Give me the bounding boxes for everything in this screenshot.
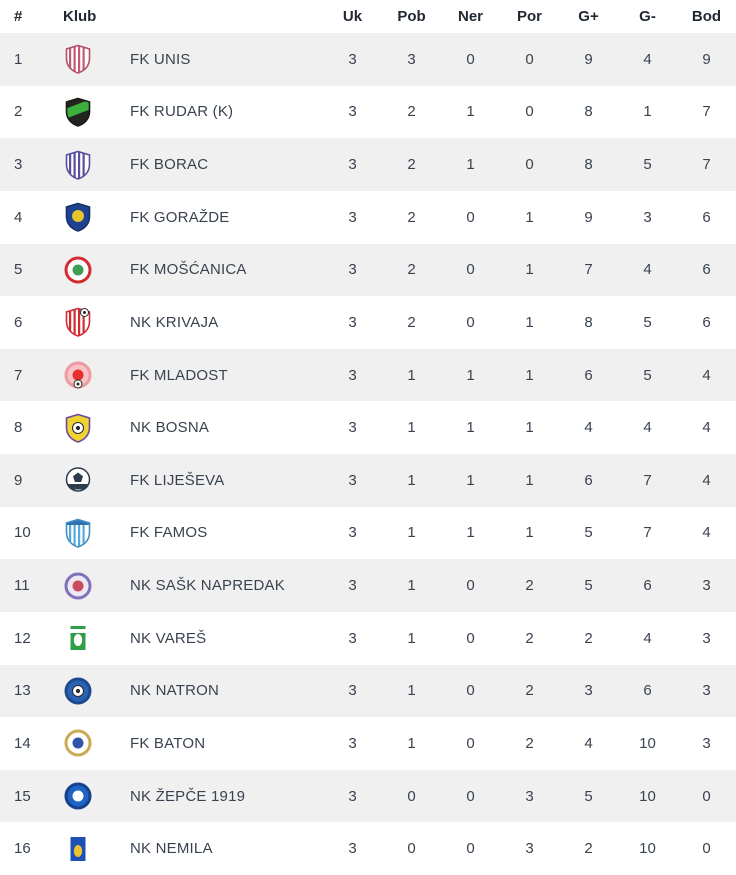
club-name[interactable]: FK RUDAR (K): [130, 103, 234, 121]
bod-value: 4: [702, 524, 711, 542]
por-value: 1: [525, 261, 534, 279]
bod-value: 0: [702, 787, 711, 805]
table-row[interactable]: [0, 349, 736, 402]
uk-value: 3: [348, 261, 357, 279]
bod-value: 4: [702, 366, 711, 384]
gminus-value: 7: [643, 471, 652, 489]
por-value: 1: [525, 471, 534, 489]
club-name[interactable]: FK MLADOST: [130, 366, 228, 384]
gplus-value: 5: [584, 787, 593, 805]
gplus-value: 9: [584, 50, 593, 68]
rank-value: 6: [14, 313, 23, 331]
bod-value: 7: [702, 156, 711, 174]
header-gplus: G+: [578, 8, 599, 25]
uk-value: 3: [348, 577, 357, 595]
club-name[interactable]: NK KRIVAJA: [130, 313, 219, 331]
uk-value: 3: [348, 419, 357, 437]
gminus-value: 10: [639, 787, 656, 805]
table-row[interactable]: [0, 33, 736, 86]
rank-value: 15: [14, 787, 31, 805]
club-name[interactable]: NK NEMILA: [130, 840, 213, 858]
table-row[interactable]: [0, 86, 736, 139]
gminus-value: 6: [643, 577, 652, 595]
gplus-value: 6: [584, 366, 593, 384]
por-value: 1: [525, 208, 534, 226]
bod-value: 7: [702, 103, 711, 121]
ner-value: 0: [466, 577, 475, 595]
rank-value: 10: [14, 524, 31, 542]
header-klub: Klub: [63, 8, 97, 25]
uk-value: 3: [348, 50, 357, 68]
por-value: 1: [525, 524, 534, 542]
gminus-value: 4: [643, 261, 652, 279]
por-value: 3: [525, 840, 534, 858]
header-ner: Ner: [457, 8, 483, 25]
gplus-value: 4: [584, 734, 593, 752]
bod-value: 3: [702, 577, 711, 595]
borac-crest-icon: [44, 150, 112, 180]
club-name[interactable]: FK BATON: [130, 734, 206, 752]
ner-value: 0: [466, 629, 475, 647]
gplus-value: 9: [584, 208, 593, 226]
pob-value: 0: [407, 840, 416, 858]
famos-crest-icon: [44, 518, 112, 548]
por-value: 2: [525, 577, 534, 595]
pob-value: 1: [407, 366, 416, 384]
table-row[interactable]: [0, 507, 736, 560]
gorazde-crest-icon: [44, 202, 112, 232]
rank-value: 12: [14, 629, 31, 647]
club-name[interactable]: FK UNIS: [130, 50, 191, 68]
natron-crest-icon: [44, 676, 112, 706]
uk-value: 3: [348, 313, 357, 331]
standings-body: [0, 33, 736, 875]
por-value: 0: [525, 103, 534, 121]
ner-value: 0: [466, 313, 475, 331]
table-row[interactable]: [0, 822, 736, 875]
pob-value: 2: [407, 208, 416, 226]
pob-value: 2: [407, 103, 416, 121]
table-row[interactable]: [0, 191, 736, 244]
bosna-crest-icon: [44, 413, 112, 443]
nemila-crest-icon: [44, 834, 112, 864]
table-row[interactable]: [0, 454, 736, 507]
rudar-crest-icon: [44, 97, 112, 127]
pob-value: 1: [407, 471, 416, 489]
header-bod: Bod: [691, 8, 722, 25]
pob-value: 1: [407, 524, 416, 542]
por-value: 1: [525, 366, 534, 384]
rank-value: 5: [14, 261, 23, 279]
club-name[interactable]: FK BORAC: [130, 156, 209, 174]
ner-value: 1: [466, 103, 475, 121]
gminus-value: 4: [643, 50, 652, 68]
rank-value: 4: [14, 208, 23, 226]
gminus-value: 10: [639, 840, 656, 858]
por-value: 3: [525, 787, 534, 805]
gminus-value: 5: [643, 366, 652, 384]
table-row[interactable]: [0, 244, 736, 297]
gplus-value: 8: [584, 156, 593, 174]
club-name[interactable]: NK BOSNA: [130, 419, 210, 437]
gminus-value: 4: [643, 629, 652, 647]
bod-value: 6: [702, 208, 711, 226]
rank-value: 16: [14, 840, 31, 858]
club-name[interactable]: FK FAMOS: [130, 524, 208, 542]
gplus-value: 6: [584, 471, 593, 489]
rank-value: 8: [14, 419, 23, 437]
uk-value: 3: [348, 734, 357, 752]
header-gminus: G-: [639, 8, 656, 25]
pob-value: 1: [407, 629, 416, 647]
club-name[interactable]: NK SAŠK NAPREDAK: [130, 577, 285, 595]
header-por: Por: [516, 8, 542, 25]
gplus-value: 5: [584, 524, 593, 542]
ner-value: 0: [466, 261, 475, 279]
ner-value: 0: [466, 682, 475, 700]
club-name[interactable]: FK MOŠĆANICA: [130, 261, 247, 279]
header-rank: #: [14, 8, 23, 25]
pob-value: 1: [407, 682, 416, 700]
pob-value: 1: [407, 577, 416, 595]
ner-value: 0: [466, 50, 475, 68]
pob-value: 1: [407, 419, 416, 437]
moscanica-crest-icon: [44, 255, 112, 285]
bod-value: 3: [702, 682, 711, 700]
gplus-value: 7: [584, 261, 593, 279]
gminus-value: 5: [643, 313, 652, 331]
baton-crest-icon: [44, 728, 112, 758]
ner-value: 0: [466, 734, 475, 752]
ner-value: 0: [466, 787, 475, 805]
gminus-value: 10: [639, 734, 656, 752]
rank-value: 2: [14, 103, 23, 121]
bod-value: 9: [702, 50, 711, 68]
ner-value: 1: [466, 366, 475, 384]
header-uk: Uk: [342, 8, 363, 25]
por-value: 1: [525, 313, 534, 331]
table-row[interactable]: [0, 665, 736, 718]
uk-value: 3: [348, 471, 357, 489]
rank-value: 14: [14, 734, 31, 752]
ner-value: 1: [466, 156, 475, 174]
gplus-value: 5: [584, 577, 593, 595]
rank-value: 1: [14, 50, 23, 68]
club-name[interactable]: NK ŽEPČE 1919: [130, 787, 246, 805]
table-row[interactable]: [0, 559, 736, 612]
uk-value: 3: [348, 208, 357, 226]
por-value: 2: [525, 734, 534, 752]
zepce-crest-icon: [44, 781, 112, 811]
bod-value: 4: [702, 471, 711, 489]
uk-value: 3: [348, 682, 357, 700]
uk-value: 3: [348, 103, 357, 121]
gminus-value: 5: [643, 156, 652, 174]
table-header: [0, 0, 736, 33]
unis-crest-icon: [44, 44, 112, 74]
table-row[interactable]: [0, 612, 736, 665]
uk-value: 3: [348, 787, 357, 805]
rank-value: 9: [14, 471, 23, 489]
bod-value: 3: [702, 629, 711, 647]
lijeseva-crest-icon: [44, 465, 112, 495]
uk-value: 3: [348, 840, 357, 858]
gplus-value: 4: [584, 419, 593, 437]
gminus-value: 6: [643, 682, 652, 700]
table-row[interactable]: [0, 401, 736, 454]
rank-value: 11: [14, 577, 30, 595]
por-value: 1: [525, 419, 534, 437]
uk-value: 3: [348, 629, 357, 647]
pob-value: 2: [407, 156, 416, 174]
club-name[interactable]: NK VAREŠ: [130, 629, 207, 647]
ner-value: 0: [466, 840, 475, 858]
vares-crest-icon: [44, 623, 112, 653]
gminus-value: 3: [643, 208, 652, 226]
pob-value: 0: [407, 787, 416, 805]
uk-value: 3: [348, 524, 357, 542]
pob-value: 3: [407, 50, 416, 68]
gplus-value: 3: [584, 682, 593, 700]
bod-value: 6: [702, 261, 711, 279]
rank-value: 3: [14, 156, 23, 174]
pob-value: 2: [407, 261, 416, 279]
bod-value: 6: [702, 313, 711, 331]
club-name[interactable]: NK NATRON: [130, 682, 220, 700]
gplus-value: 8: [584, 313, 593, 331]
club-name[interactable]: FK LIJEŠEVA: [130, 471, 225, 489]
mladost-crest-icon: [44, 360, 112, 390]
ner-value: 1: [466, 471, 475, 489]
ner-value: 1: [466, 524, 475, 542]
rank-value: 7: [14, 366, 23, 384]
table-row[interactable]: [0, 138, 736, 191]
gplus-value: 2: [584, 629, 593, 647]
krivaja-crest-icon: [44, 307, 112, 337]
table-row[interactable]: [0, 717, 736, 770]
gminus-value: 7: [643, 524, 652, 542]
pob-value: 2: [407, 313, 416, 331]
por-value: 0: [525, 50, 534, 68]
gplus-value: 8: [584, 103, 593, 121]
bod-value: 3: [702, 734, 711, 752]
table-row[interactable]: [0, 296, 736, 349]
por-value: 2: [525, 682, 534, 700]
ner-value: 0: [466, 208, 475, 226]
sask-crest-icon: [44, 571, 112, 601]
gplus-value: 2: [584, 840, 593, 858]
por-value: 2: [525, 629, 534, 647]
pob-value: 1: [407, 734, 416, 752]
header-pob: Pob: [397, 8, 426, 25]
table-row[interactable]: [0, 770, 736, 823]
uk-value: 3: [348, 366, 357, 384]
uk-value: 3: [348, 156, 357, 174]
por-value: 0: [525, 156, 534, 174]
bod-value: 4: [702, 419, 711, 437]
bod-value: 0: [702, 840, 711, 858]
ner-value: 1: [466, 419, 475, 437]
rank-value: 13: [14, 682, 31, 700]
gminus-value: 4: [643, 419, 652, 437]
gminus-value: 1: [643, 103, 652, 121]
club-name[interactable]: FK GORAŽDE: [130, 208, 230, 226]
